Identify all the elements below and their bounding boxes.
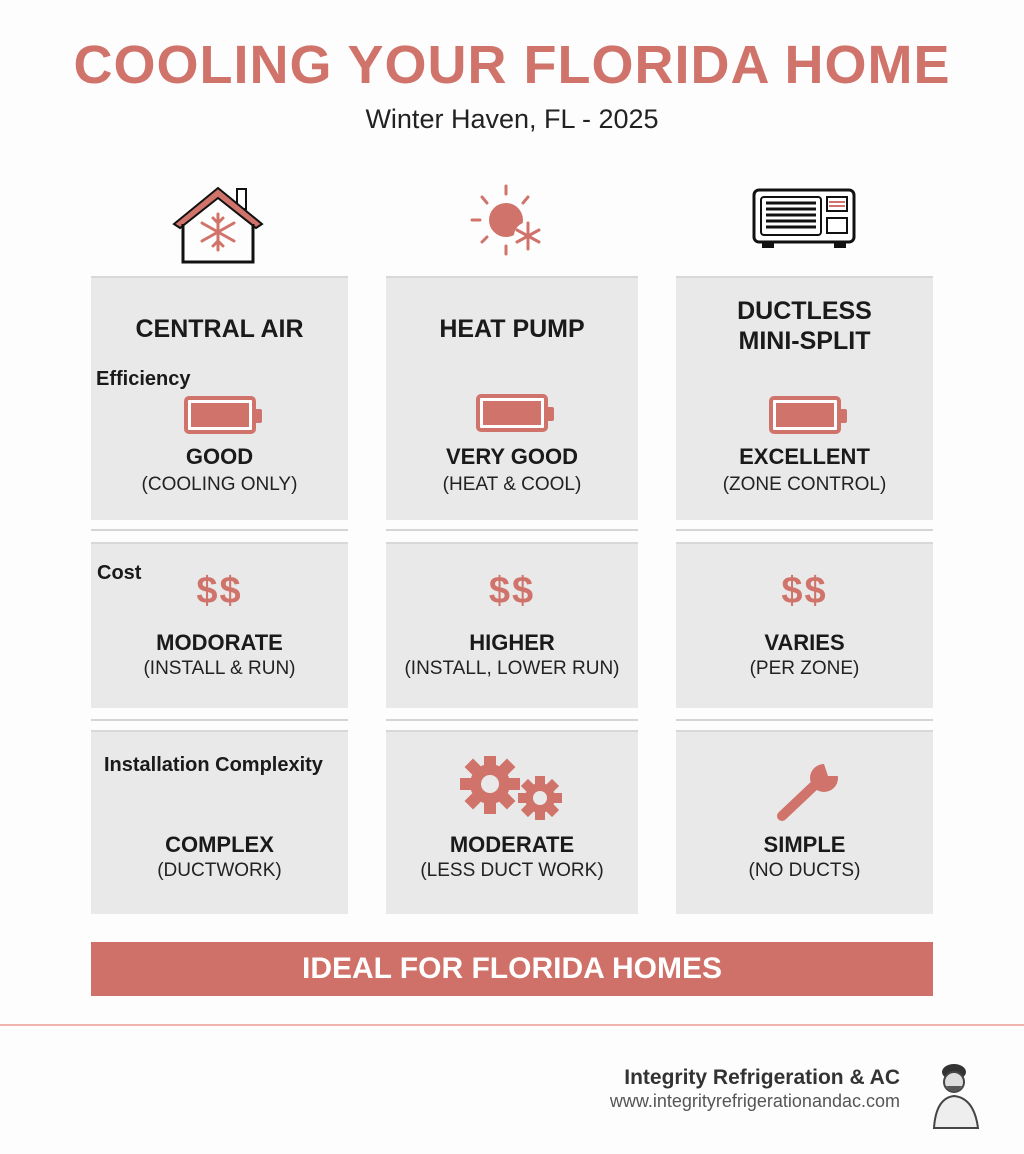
divider xyxy=(386,719,638,721)
cost-value: MODORATE xyxy=(156,630,283,655)
battery-icon xyxy=(184,396,256,434)
gears-icon xyxy=(456,756,568,822)
efficiency-note: (HEAT & COOL) xyxy=(442,474,582,495)
card-central-air-efficiency xyxy=(91,276,348,520)
subtitle: Winter Haven, FL - 2025 xyxy=(365,104,659,134)
install-note: (LESS DUCT WORK) xyxy=(420,860,604,881)
divider xyxy=(386,529,638,531)
divider xyxy=(91,719,348,721)
install-value: COMPLEX xyxy=(165,832,274,857)
page-title: COOLING YOUR FLORIDA HOME xyxy=(73,35,951,95)
dollar-icon: $$ xyxy=(781,570,828,612)
card-heat-pump-efficiency xyxy=(386,276,638,520)
row-label-efficiency: Efficiency xyxy=(96,368,191,390)
row-label-installation: Installation Complexity xyxy=(104,754,323,776)
house-snowflake-icon xyxy=(170,184,266,264)
dollar-icon: $$ xyxy=(488,570,536,612)
row-label-cost: Cost xyxy=(97,562,142,584)
divider xyxy=(91,529,348,531)
divider xyxy=(676,719,933,721)
column-title: HEAT PUMP xyxy=(439,315,585,343)
battery-icon xyxy=(769,396,841,434)
column-title: DUCTLESS MINI-SPLIT xyxy=(737,297,872,355)
wrench-icon xyxy=(774,762,844,824)
cost-note: (INSTALL & RUN) xyxy=(143,658,296,679)
cost-value: VARIES xyxy=(764,630,845,655)
card-central-air-install xyxy=(91,730,348,914)
efficiency-value: EXCELLENT xyxy=(739,444,870,469)
battery-icon xyxy=(476,394,548,432)
company-url[interactable]: www.integrityrefrigerationandac.com xyxy=(609,1091,900,1111)
ac-unit-icon xyxy=(752,188,856,250)
efficiency-note: (COOLING ONLY) xyxy=(141,474,298,495)
efficiency-note: (ZONE CONTROL) xyxy=(722,474,887,495)
card-heat-pump-install xyxy=(386,730,638,914)
card-central-air-cost xyxy=(91,542,348,708)
install-note: (DUCTWORK) xyxy=(157,860,282,881)
company-name: Integrity Refrigeration & AC xyxy=(624,1066,900,1089)
divider xyxy=(676,529,933,531)
install-value: MODERATE xyxy=(449,832,575,857)
footer-divider xyxy=(0,1024,1024,1026)
card-ductless-cost xyxy=(676,542,933,708)
ideal-banner: IDEAL FOR FLORIDA HOMES xyxy=(91,942,933,996)
install-note: (NO DUCTS) xyxy=(748,860,861,881)
card-ductless-install xyxy=(676,730,933,914)
dollar-icon: $$ xyxy=(196,570,243,612)
card-heat-pump-cost xyxy=(386,542,638,708)
column-title: CENTRAL AIR xyxy=(135,315,304,343)
card-ductless-efficiency xyxy=(676,276,933,520)
cost-value: HIGHER xyxy=(469,630,555,655)
technician-avatar-icon xyxy=(930,1058,984,1132)
cost-note: (INSTALL, LOWER RUN) xyxy=(404,658,620,679)
efficiency-value: VERY GOOD xyxy=(445,444,579,469)
install-value: SIMPLE xyxy=(763,832,846,857)
sun-snowflake-icon xyxy=(470,184,550,256)
efficiency-value: GOOD xyxy=(185,444,254,469)
cost-note: (PER ZONE) xyxy=(749,658,860,679)
